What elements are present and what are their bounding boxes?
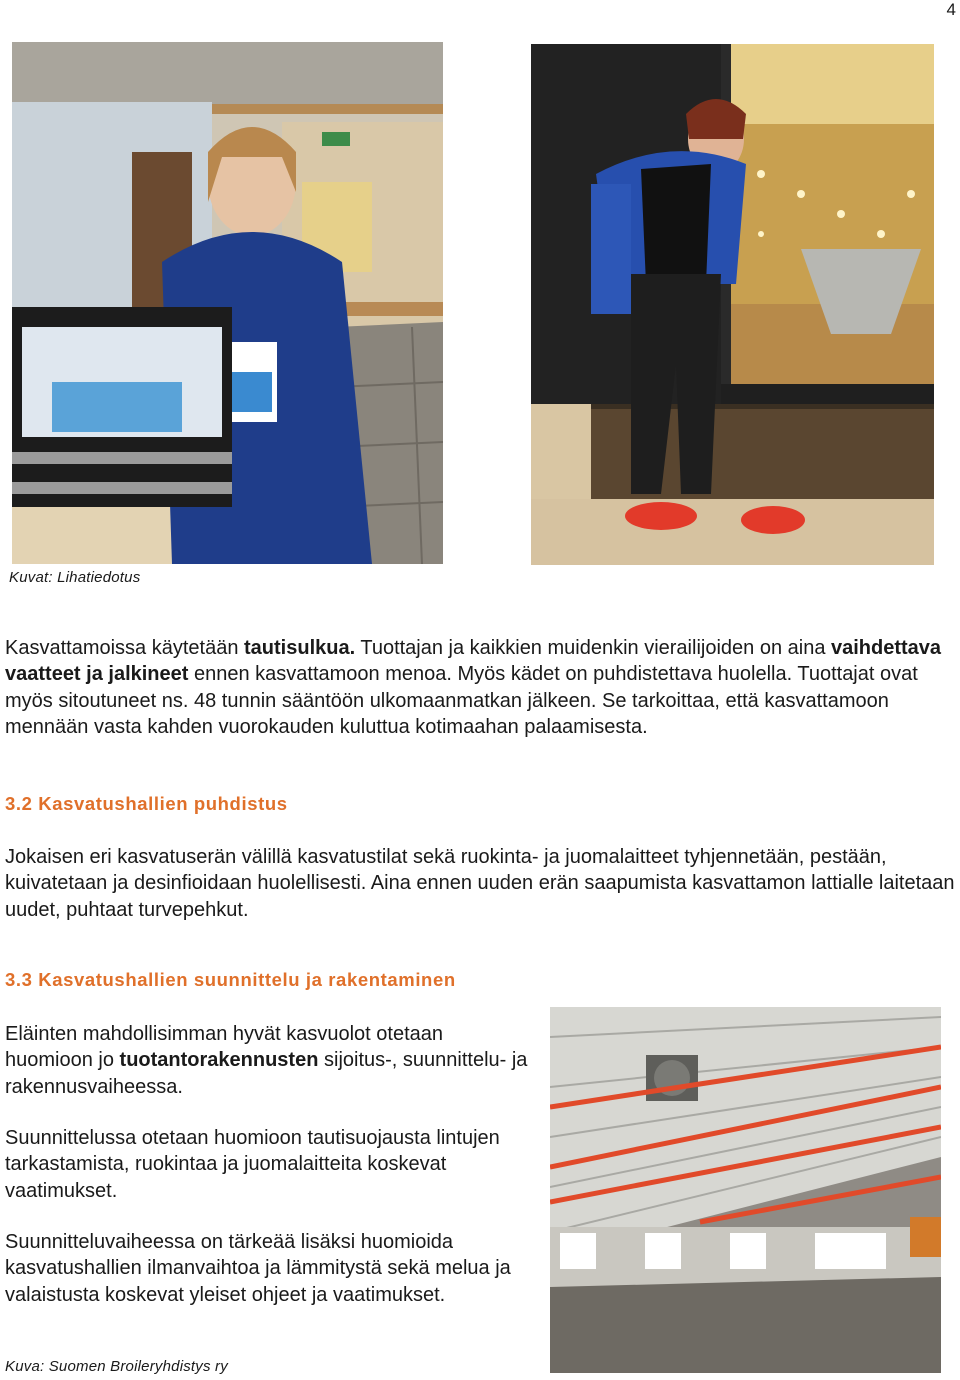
section-3-2-body: Jokaisen eri kasvatuserän välillä kasvatustilat sekä ruokinta- ja juomalaitteet tyhjennetään, pestään, kuivatetaan ja desinfioidaan huolellisesti. Aina ennen uuden erän saapumista kasvattamon lattialle laitetaan uudet, puhtaat turvepehkut. [5, 846, 955, 921]
s33-p1-text-2: sijoitus-, suunnittelu- ja rakennusvaiheessa. [5, 1049, 528, 1098]
photo-poultry-hall [550, 1007, 941, 1373]
photo-caption-top: Kuvat: Lihatiedotus [9, 569, 141, 586]
section-3-3-paragraph-2: Suunnittelussa otetaan huomioon tautisuojausta lintujen tarkastamista, ruokintaa ja juomalaitteita koskevat vaatimukset. [5, 1127, 500, 1202]
s33-p1-text-1: Eläinten mahdollisimman hyvät kasvuolot otetaan huomioon jo [5, 1023, 444, 1072]
intro-bold-1: tautisulkua. [244, 637, 356, 659]
section-3-3-paragraph-1 [5, 1021, 533, 1100]
section-3-3-paragraph-3: Suunnitteluvaiheessa on tärkeää lisäksi huomioida kasvatushallien ilmanvaihtoa ja lämmitystä sekä melua ja valaistusta koskevat yleiset ohjeet ja vaatimukset. [5, 1231, 511, 1306]
s33-p1-bold: tuotantorakennusten [119, 1049, 319, 1072]
intro-text-3: ennen kasvattamoon menoa. Myös kädet on puhdistettava huolella. Tuottajat ovat myös sitoutuneet ns. 48 tunnin sääntöön ulkomaanmatkan jälkeen. Se tarkoittaa, että kasvattamoon mennään vasta kahden vuorokauden kuluttua kotimaahan palaamisesta. [5, 663, 918, 739]
intro-text-2: Tuottajan ja kaikkien muidenkin vierailijoiden on aina [355, 637, 831, 659]
intro-paragraph [5, 635, 955, 741]
section-3-2-heading: 3.2 Kasvatushallien puhdistus [5, 793, 288, 814]
page-number: 4 [946, 0, 956, 19]
photo-woman-clogs [531, 44, 934, 565]
photo-woman-coverall [12, 42, 443, 564]
intro-bold-2: vaihdettava vaatteet ja jalkineet [5, 637, 942, 686]
section-3-3-heading: 3.3 Kasvatushallien suunnittelu ja rakentaminen [5, 969, 456, 990]
photo-caption-bottom: Kuva: Suomen Broileryhdistys ry [5, 1358, 228, 1375]
intro-text-1: Kasvattamoissa käytetään [5, 637, 245, 659]
